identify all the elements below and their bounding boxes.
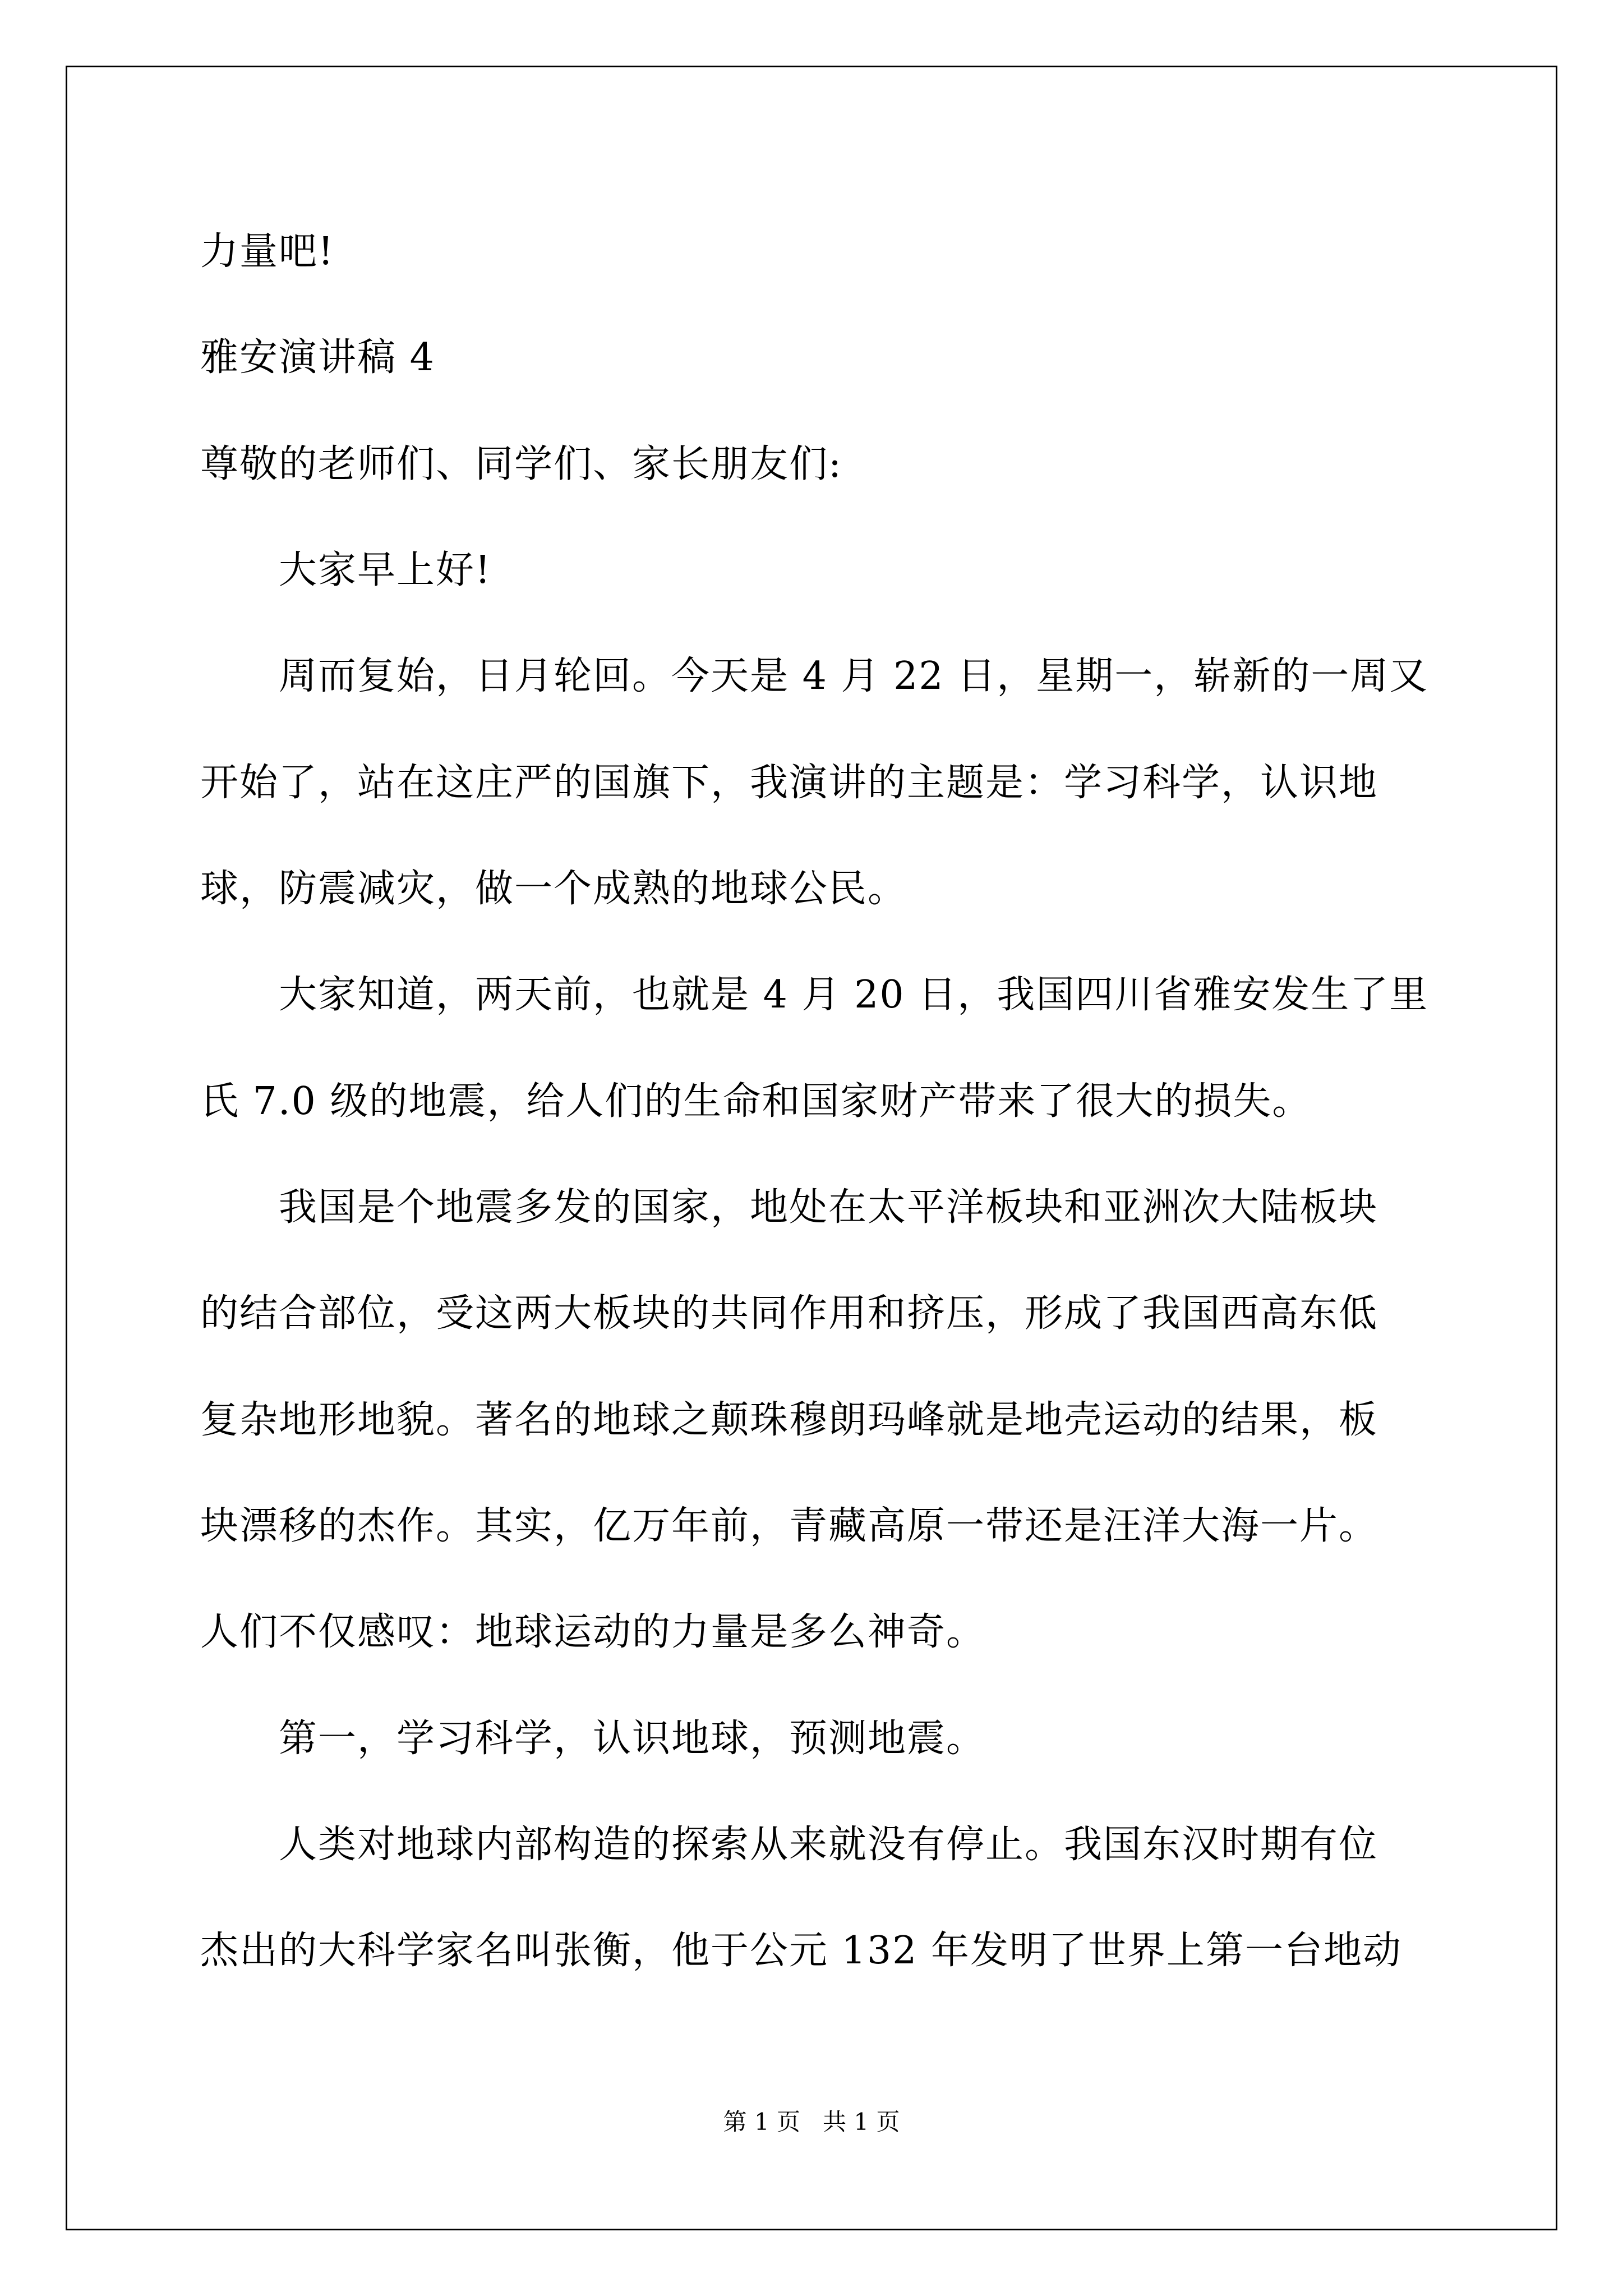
text-line: 人类对地球内部构造的探索从来就没有停止。我国东汉时期有位	[279, 1823, 1378, 1867]
text-line: 的结合部位，受这两大板块的共同作用和挤压，形成了我国西高东低	[200, 1291, 1378, 1336]
text-line: 第一，学习科学，认识地球，预测地震。	[279, 1717, 986, 1761]
page-footer: 第 1 页 共 1 页	[723, 2108, 900, 2136]
text-line: 块漂移的杰作。其实，亿万年前，青藏高原一带还是汪洋大海一片。	[200, 1504, 1378, 1548]
text-line: 周而复始，日月轮回。今天是 4 月 22 日，星期一，崭新的一周又	[279, 654, 1429, 698]
text-line: 开始了，站在这庄严的国旗下，我演讲的主题是：学习科学，认识地	[200, 761, 1378, 805]
text-line: 杰出的大科学家名叫张衡，他于公元 132 年发明了世界上第一台地动	[200, 1929, 1403, 1973]
text-line: 人们不仅感叹：地球运动的力量是多么神奇。	[200, 1610, 986, 1654]
salutation: 尊敬的老师们、同学们、家长朋友们:	[200, 442, 842, 486]
text-line: 力量吧!	[200, 229, 335, 274]
text-line: 复杂地形地貌。著名的地球之颠珠穆朗玛峰就是地壳运动的结果，板	[200, 1398, 1378, 1442]
text-line: 氏 7.0 级的地震，给人们的生命和国家财产带来了很大的损失。	[200, 1079, 1312, 1124]
section-heading: 雅安演讲稿 4	[200, 335, 435, 380]
greeting: 大家早上好!	[279, 548, 492, 592]
page-border	[66, 66, 1557, 2230]
text-line: 大家知道，两天前，也就是 4 月 20 日，我国四川省雅安发生了里	[279, 973, 1429, 1017]
text-line: 我国是个地震多发的国家，地处在太平洋板块和亚洲次大陆板块	[279, 1185, 1378, 1230]
text-line: 球，防震减灾，做一个成熟的地球公民。	[200, 867, 907, 911]
